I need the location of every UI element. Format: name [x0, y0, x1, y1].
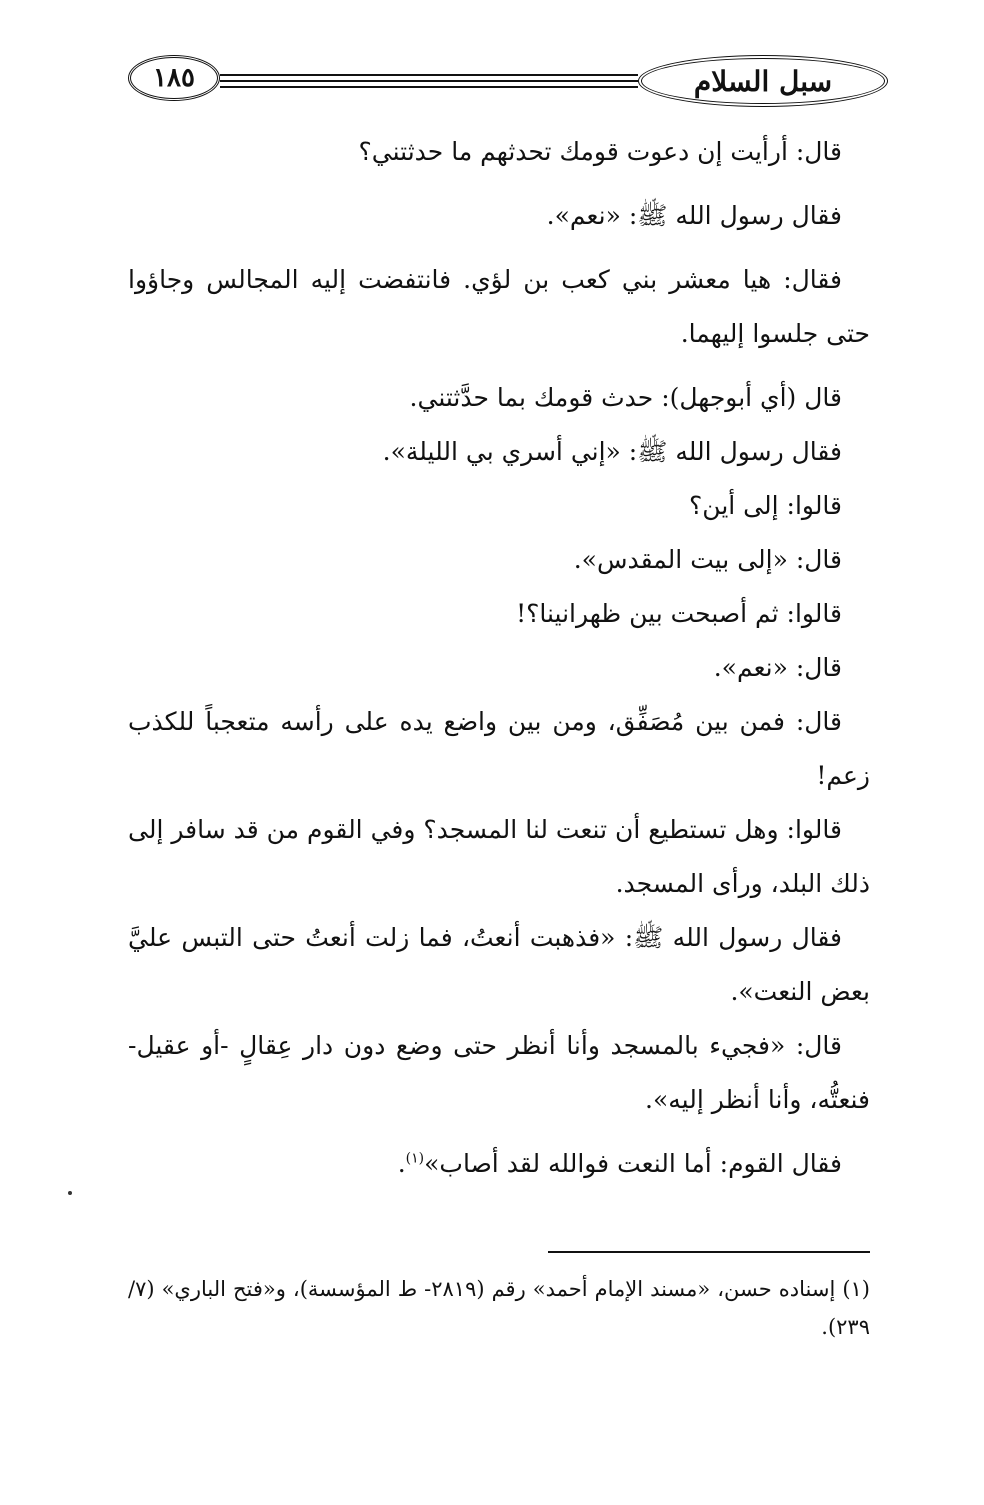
header-rule — [220, 74, 638, 76]
main-text — [128, 125, 870, 1191]
paragraph: قال (أي أبوجهل): حدث قومك بما حدَّثتني. — [409, 383, 842, 412]
paragraph: فقال رسول الله ﷺ: «نعم». — [546, 201, 842, 230]
paragraph: فقال رسول الله ﷺ: «فذهبت أنعتُ، فما زلت أنعتُ حتى التبس عليَّ بعض النعت». — [128, 923, 870, 1006]
paragraph-last — [128, 1137, 870, 1191]
footnote-marker: (١) — [405, 1150, 425, 1167]
paragraph: فقال رسول الله ﷺ: «إني أسري بي الليلة». — [382, 437, 842, 466]
page-number: ١٨٥ — [128, 55, 220, 101]
page-speck — [68, 1191, 72, 1195]
paragraph: قالوا: وهل تستطيع أن تنعت لنا المسجد؟ وفي القوم من قد سافر إلى ذلك البلد، ورأى المسجد. — [128, 815, 870, 898]
footnote-rule — [548, 1251, 870, 1253]
paragraph-text: فقال القوم: أما النعت فوالله لقد أصاب» — [424, 1149, 842, 1178]
paragraph: قال: «إلى بيت المقدس». — [573, 545, 842, 574]
book-title: سبل السلام — [638, 55, 888, 107]
footnote: (١) إسناده حسن، «مسند الإمام أحمد» رقم (٢٨١٩- ط المؤسسة)، و«فتح الباري» (٧/ ٢٣٩). — [128, 1277, 870, 1339]
paragraph: فقال: هيا معشر بني كعب بن لؤي. فانتفضت إليه المجالس وجاؤوا حتى جلسوا إليهما. — [128, 265, 870, 348]
paragraph: قال: فمن بين مُصَفِّق، ومن بين واضع يده على رأسه متعجباً للكذب زعم! — [128, 707, 870, 790]
paragraph: قالوا: إلى أين؟ — [689, 491, 842, 520]
page-header — [128, 55, 888, 115]
paragraph: قالوا: ثم أصبحت بين ظهرانينا؟! — [516, 599, 842, 628]
header-rule — [220, 86, 638, 88]
paragraph: قال: «نعم». — [713, 653, 842, 682]
paragraph: قال: أرأيت إن دعوت قومك تحدثهم ما حدثتني؟ — [358, 137, 842, 166]
closing-period: . — [397, 1149, 406, 1178]
paragraph: قال: «فجيء بالمسجد وأنا أنظر حتى وضع دون دار عِقالٍ -أو عقيل- فنعتُّه، وأنا أنظر إليه». — [128, 1031, 870, 1114]
header-rule — [220, 80, 638, 82]
